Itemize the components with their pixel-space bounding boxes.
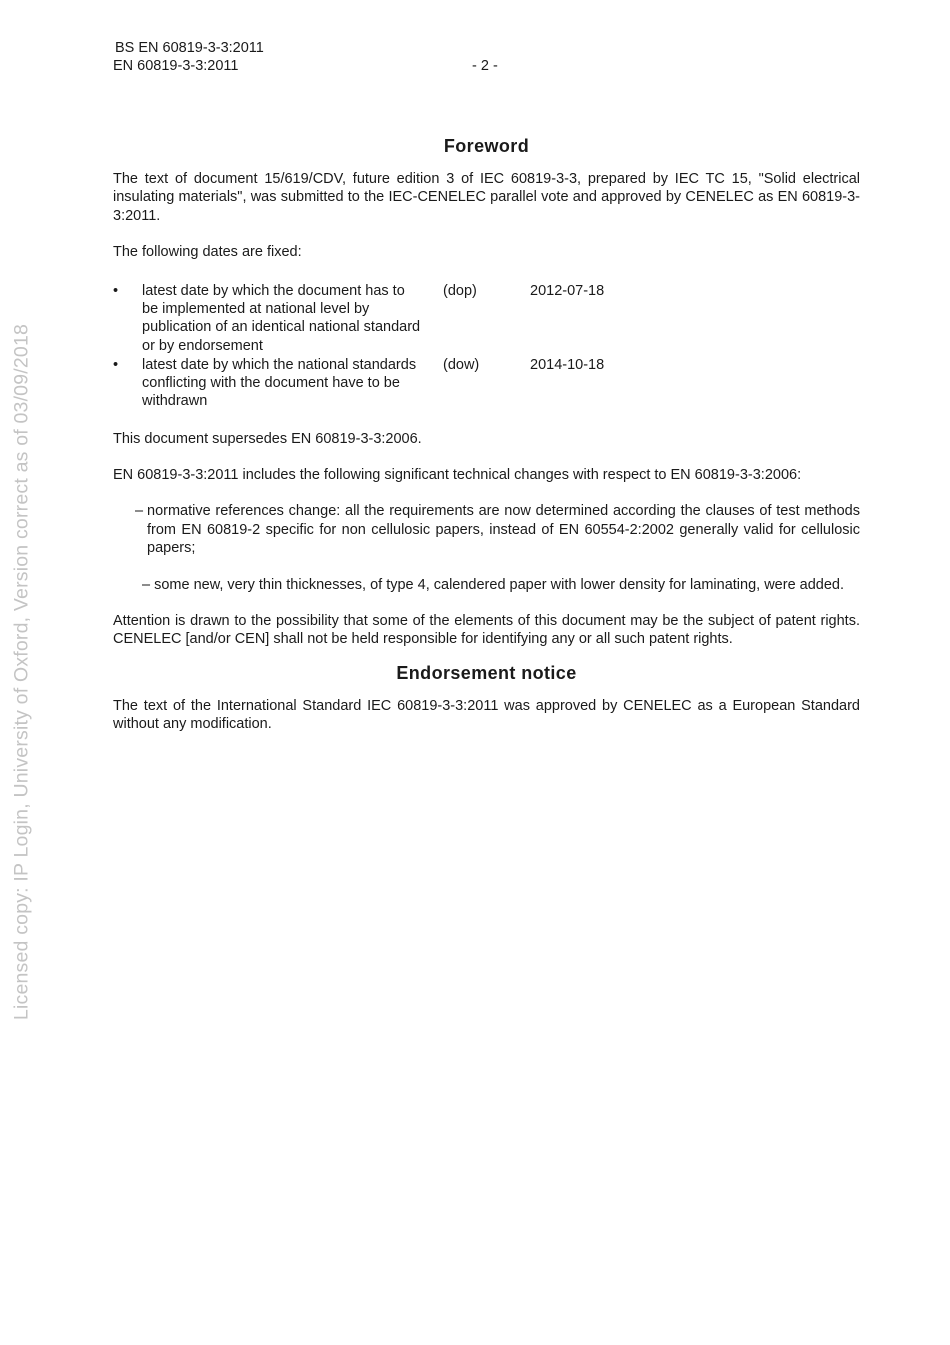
- header-en-number: EN 60819-3-3:2011: [113, 58, 239, 74]
- bullet-icon: •: [113, 356, 119, 373]
- dates-intro: The following dates are fixed:: [113, 244, 302, 261]
- date-item-dow: [113, 356, 860, 412]
- change-item: – some new, very thin thicknesses, of type 4, calendered paper with lower density for laminating, were added.: [142, 576, 845, 593]
- change-text: normative references change: all the requirements are now determined according the clauses of test methods from EN 60819-2 specific for non cellulosic papers, instead of EN 60554-2:2002 generally valid for cellulosic papers;: [147, 503, 860, 557]
- date-value: 2014-10-18: [530, 356, 605, 373]
- patent-notice: Attention is drawn to the possibility that some of the elements of this document may be the subject of patent rights. CENELEC [and/or CEN] shall not be held responsible for identifying any or all such patent rights.: [113, 613, 860, 648]
- bullet-icon: •: [113, 282, 119, 299]
- main-content: [113, 134, 860, 734]
- page-number: - 2 -: [472, 58, 498, 74]
- dates-list: [113, 282, 860, 412]
- license-watermark-text: Licensed copy: IP Login, University of Oxford, Version correct as of 03/09/2018: [10, 323, 33, 1021]
- change-item: [113, 502, 860, 557]
- date-code: (dop): [443, 282, 477, 299]
- date-description: latest date by which the document has to be implemented at national level by publication of an identical national standard or by endorsement: [142, 282, 421, 354]
- date-description: latest date by which the national standards conflicting with the document have to be withdrawn: [142, 356, 417, 410]
- date-item-dop: [113, 282, 860, 356]
- foreword-intro: The text of document 15/619/CDV, future edition 3 of IEC 60819-3-3, prepared by IEC TC 15, "Solid electrical insulating materials", was submitted to the IEC-CENELEC parallel vote and approved by CENELEC as EN 60819-3-3:2011.: [113, 171, 860, 224]
- endorsement-text: The text of the International Standard IEC 60819-3-3:2011 was approved by CENELEC as a European Standard without any modification.: [113, 697, 860, 733]
- changes-intro: EN 60819-3-3:2011 includes the following significant technical changes with respect to EN 60819-3-3:2006:: [113, 467, 802, 484]
- header-bs-number: BS EN 60819-3-3:2011: [115, 40, 264, 56]
- dash-marker: –: [135, 503, 144, 520]
- foreword-title: Foreword: [443, 136, 530, 156]
- supersedes-statement: This document supersedes EN 60819-3-3:2006.: [113, 430, 422, 447]
- endorsement-title: Endorsement notice: [396, 662, 577, 683]
- date-value: 2012-07-18: [530, 282, 605, 299]
- date-code: (dow): [443, 356, 480, 373]
